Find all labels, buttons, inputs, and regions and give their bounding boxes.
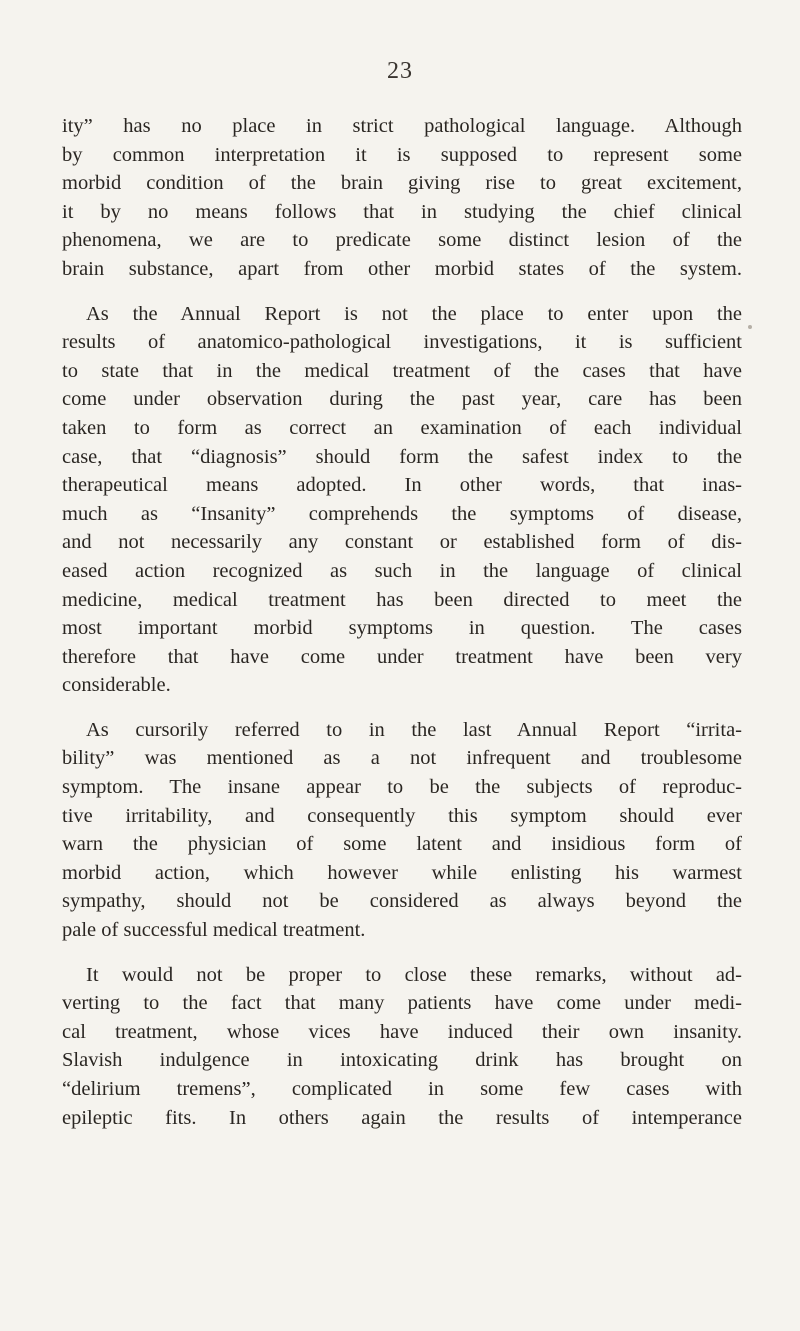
text-line: bility” was mentioned as a not infrequent and troublesome	[62, 747, 742, 770]
text-line: epileptic fits. In others again the results of intemperance	[62, 1106, 742, 1129]
text-line: to state that in the medical treatment of the cases that have	[62, 359, 742, 382]
text-line: pale of successful medical treatment.	[62, 919, 366, 942]
text-line: “delirium tremens”, complicated in some few cases with	[62, 1078, 742, 1100]
text-line: therefore that have come under treatment have been very	[62, 645, 742, 668]
text-line: morbid condition of the brain giving rise to great excitement,	[62, 172, 742, 195]
paragraph	[62, 716, 742, 945]
text-line: morbid action, which however while enlisting his warmest	[62, 861, 742, 884]
text-line: results of anatomico-pathological investigations, it is sufficient	[62, 331, 742, 354]
text-line: taken to form as correct an examination of each individual	[62, 416, 742, 439]
page-number: 23	[387, 58, 413, 84]
paragraph	[62, 961, 742, 1133]
text-line: verting to the fact that many patients have come under medi-	[62, 992, 742, 1015]
paragraph	[62, 300, 742, 700]
text-line: symptom. The insane appear to be the subjects of reproduc-	[62, 776, 742, 799]
text-line: cal treatment, whose vices have induced their own insanity.	[62, 1020, 742, 1043]
text-line: It would not be proper to close these remarks, without ad-	[86, 963, 742, 986]
text-line: As cursorily referred to in the last Annual Report “irrita-	[86, 718, 742, 741]
body-text	[62, 112, 742, 1132]
text-line: eased action recognized as such in the language of clinical	[62, 559, 742, 582]
text-line: brain substance, apart from other morbid states of the system.	[62, 257, 742, 280]
text-line: Slavish indulgence in intoxicating drink has brought on	[62, 1049, 742, 1072]
text-line: sympathy, should not be considered as always beyond the	[62, 890, 742, 913]
text-line: medicine, medical treatment has been directed to meet the	[62, 588, 742, 611]
text-line: come under observation during the past year, care has been	[62, 388, 742, 411]
text-line: by common interpretation it is supposed to represent some	[62, 143, 742, 166]
text-line: much as “Insanity” comprehends the symptoms of disease,	[62, 502, 742, 525]
text-line: most important morbid symptoms in question. The cases	[62, 617, 742, 640]
text-line: and not necessarily any constant or established form of dis-	[62, 531, 742, 554]
paragraph	[62, 112, 742, 284]
text-line: tive irritability, and consequently this symptom should ever	[62, 804, 742, 827]
text-line: therapeutical means adopted. In other words, that inas-	[62, 474, 742, 497]
text-line: phenomena, we are to predicate some distinct lesion of the	[62, 229, 742, 252]
text-line: warn the physician of some latent and insidious form of	[62, 833, 742, 856]
text-line: considerable.	[62, 674, 171, 697]
text-line: ity” has no place in strict pathological language. Although	[62, 115, 742, 137]
ink-speck	[748, 325, 752, 329]
text-line: it by no means follows that in studying the chief clinical	[62, 200, 742, 223]
text-line: As the Annual Report is not the place to enter upon the	[86, 302, 742, 325]
text-line: case, that “diagnosis” should form the safest index to the	[62, 445, 742, 468]
